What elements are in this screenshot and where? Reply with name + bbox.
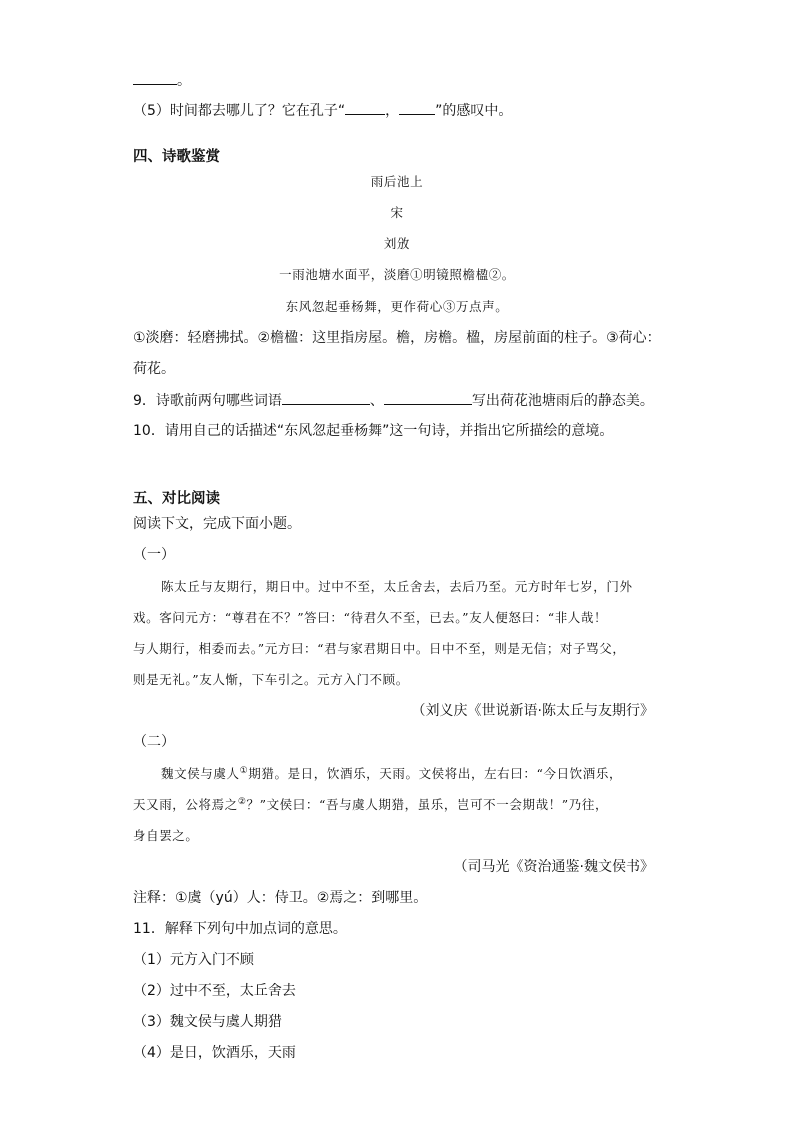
passage-1-label: （一） xyxy=(133,547,175,563)
poem-dynasty: 宋 xyxy=(390,205,404,220)
question-11: 11．解释下列句中加点词的意思。 xyxy=(133,921,347,937)
answer-blank[interactable] xyxy=(384,390,472,405)
reading-intro: 阅读下文，完成下面小题。 xyxy=(133,516,301,532)
answer-blank[interactable] xyxy=(345,100,385,115)
answer-blank[interactable] xyxy=(399,100,435,115)
section-heading-comparison: 五、对比阅读 xyxy=(133,491,220,507)
question-9: 9．诗歌前两句哪些词语 、 写出荷花池塘雨后的静态美。 xyxy=(133,390,654,411)
question-5: （5）时间都去哪儿了？它在孔子“ ， ”的感叹中。 xyxy=(133,100,512,121)
passage-1-line: 戏。客问元方：“尊君在不？”答曰：“待君久不至，已去。”友人便怒曰：“非人哉！ xyxy=(133,610,608,625)
answer-blank[interactable] xyxy=(133,70,177,85)
passage-1-source: （刘义庆《世说新语·陈太丘与友期行》 xyxy=(411,703,654,719)
poem-author: 刘攽 xyxy=(383,236,411,251)
passage-1-line: 与人期行，相委而去。”元方曰：“君与家君期日中。日中不至，则是无信；对子骂父， xyxy=(133,641,626,656)
passage-2-line: 身自罢之。 xyxy=(133,828,199,843)
poem-line-2: 东风忽起垂杨舞，更作荷心③万点声。 xyxy=(285,299,509,314)
passage-2-label: （二） xyxy=(133,734,175,750)
passage-1-line: 则是无礼。”友人惭，下车引之。元方入门不顾。 xyxy=(133,672,409,687)
q4-answer-line: 。 xyxy=(133,70,191,91)
question-11-item: （3）魏文侯与虞人期猎 xyxy=(133,1014,282,1030)
poem-title: 雨后池上 xyxy=(370,174,424,189)
question-11-item: （4）是日，饮酒乐，天雨 xyxy=(133,1045,296,1061)
poem-notes-cont: 荷花。 xyxy=(133,361,175,377)
poem-notes: ①淡磨：轻磨拂拭。②檐楹：这里指房屋。檐，房檐。楹，房屋前面的柱子。③荷心： xyxy=(133,330,661,346)
poem-line-1: 一雨池塘水面平，淡磨①明镜照檐楹②。 xyxy=(279,267,515,282)
question-10: 10．请用自己的话描述“东风忽起垂杨舞”这一句诗，并指出它所描绘的意境。 xyxy=(133,423,614,439)
passage-2-line: 天又雨，公将焉之②？”文侯曰：“吾与虞人期猎，虽乐，岂可不一会期哉！”乃往， xyxy=(133,796,609,812)
question-11-item: （2）过中不至，太丘舍去 xyxy=(133,983,296,999)
passage-2-line: 魏文侯与虞人①期猎。是日，饮酒乐，天雨。文侯将出，左右曰：“今日饮酒乐， xyxy=(161,765,623,781)
section-heading-poetry: 四、诗歌鉴赏 xyxy=(133,149,220,165)
passage-1-line: 陈太丘与友期行，期日中。过中不至，太丘舍去，去后乃至。元方时年七岁，门外 xyxy=(161,579,633,594)
question-11-item: （1）元方入门不顾 xyxy=(133,952,254,968)
passage-notes: 注释：①虞（yú）人：侍卫。②焉之：到哪里。 xyxy=(133,890,428,906)
passage-2-source: （司马光《资治通鉴·魏文侯书》 xyxy=(453,859,654,875)
answer-blank[interactable] xyxy=(282,390,370,405)
